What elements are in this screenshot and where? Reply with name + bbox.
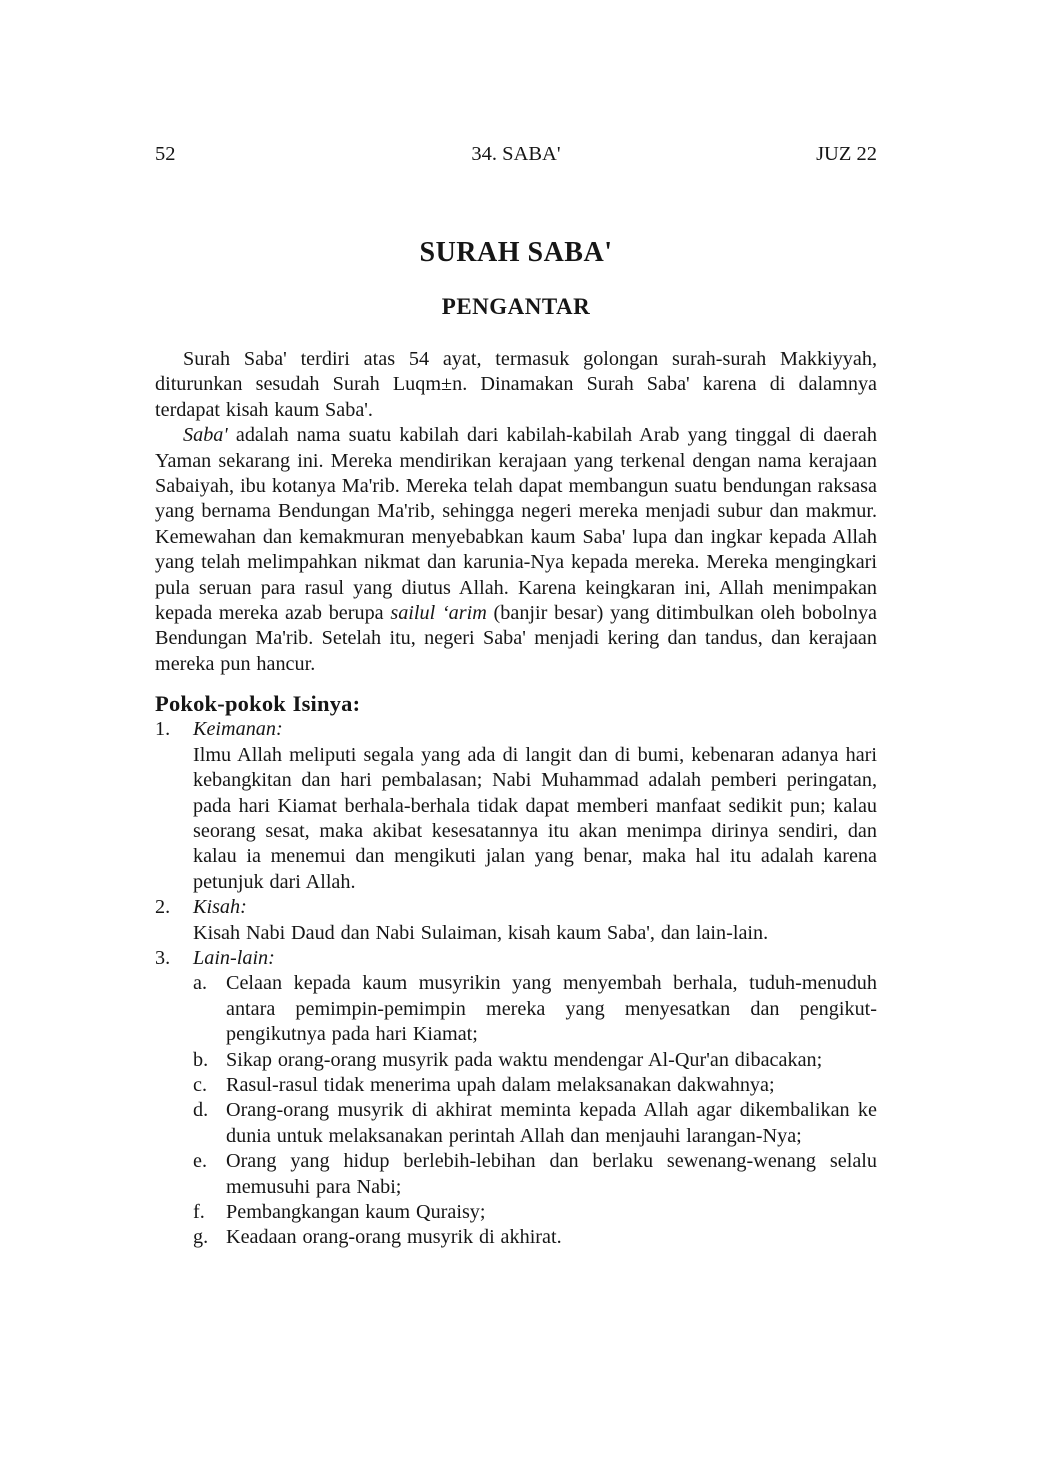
sub-item-text: Rasul-rasul tidak menerima upah dalam melaksanakan dakwahnya;: [226, 1073, 775, 1096]
contents-list: [155, 717, 877, 1251]
sub-item-letter: b.: [193, 1048, 209, 1071]
document-body: [155, 347, 877, 1251]
running-header-title: 34. SABA': [471, 143, 561, 165]
sub-item-letter: d.: [193, 1099, 209, 1122]
sub-item-f: [193, 1200, 877, 1225]
sub-item-letter: e.: [193, 1150, 208, 1173]
item-label: Keimanan:: [193, 718, 283, 741]
list-item-keimanan: [155, 717, 877, 895]
item-label: Lain-lain:: [193, 946, 275, 969]
item-body: Kisah Nabi Daud dan Nabi Sulaiman, kisah kaum Saba', dan lain-lain.: [193, 921, 769, 944]
item-number: 1.: [155, 718, 171, 741]
contents-heading: Pokok-pokok Isinya:: [155, 691, 361, 717]
item-number: 3.: [155, 946, 171, 969]
sub-item-letter: g.: [193, 1226, 209, 1249]
sub-item-text: Celaan kepada kaum musyrikin yang menyembah berhala, tuduh-menuduh antara pemimpin-pemimpin mereka yang menyesatkan dan pengikut-pengikutnya pada hari Kiamat;: [226, 972, 877, 1046]
item-body: Ilmu Allah meliputi segala yang ada di langit dan di bumi, kebenaran adanya hari kebangkitan dan hari pembalasan; Nabi Muhammad adalah pemberi peringatan, pada hari Kiamat berhala-berhala tidak dapat memberi manfaat sedikit pun; kalau seorang sesat, maka akibat kesesatannya itu akan menimpa dirinya sendiri, dan kalau ia menemui dan mengikuti jalan yang benar, maka hal itu adalah karena petunjuk dari Allah.: [193, 743, 877, 893]
item-label: Kisah:: [193, 896, 247, 919]
sub-item-g: [193, 1225, 877, 1250]
list-item-lain-lain: [155, 946, 877, 1251]
sub-item-letter: a.: [193, 972, 208, 995]
sub-list: [193, 971, 877, 1250]
item-number: 2.: [155, 896, 171, 919]
sub-item-e: [193, 1149, 877, 1200]
page-header: [155, 142, 877, 166]
sub-item-text: Keadaan orang-orang musyrik di akhirat.: [226, 1226, 562, 1249]
list-item-kisah: [155, 895, 877, 946]
intro-paragraph-2: Saba' adalah nama suatu kabilah dari kabilah-kabilah Arab yang tinggal di daerah Yaman sekarang ini. Mereka mendirikan kerajaan yang terkenal dengan nama kerajaan Sabaiyah, ibu kotanya Ma'rib. Mereka telah dapat membangun suatu bendungan raksasa yang bernama Bendungan Ma'rib, sehingga negeri mereka menjadi subur dan makmur. Kemewahan dan kemakmuran menyebabkan kaum Saba' lupa dan ingkar kepada Allah yang telah melimpahkan nikmat dan karunia-Nya kepada mereka. Mereka mengingkari pula seruan para rasul yang diutus Allah. Karena keingkaran ini, Allah menimpakan kepada mereka azab berupa sailul ‘arim (banjir besar) yang ditimbulkan oleh bobolnya Bendungan Ma'rib. Setelah itu, negeri Saba' menjadi kering dan tandus, dan kerajaan mereka pun hancur.: [155, 424, 877, 675]
sub-item-text: Pembangkangan kaum Quraisy;: [226, 1201, 486, 1223]
sub-item-letter: f.: [193, 1201, 205, 1223]
sub-item-d: [193, 1098, 877, 1149]
sub-item-text: Orang-orang musyrik di akhirat meminta kepada Allah agar dikembalikan ke dunia untuk melaksanakan perintah Allah dan menjauhi larangan-Nya;: [226, 1099, 877, 1147]
sub-item-c: [193, 1073, 877, 1098]
sub-item-text: Orang yang hidup berlebih-lebihan dan berlaku sewenang-wenang selalu memusuhi para Nabi;: [226, 1150, 877, 1198]
surah-title: SURAH SABA': [419, 237, 613, 268]
pengantar-heading: PENGANTAR: [441, 294, 591, 319]
page-number: 52: [155, 143, 176, 165]
intro-paragraph-1: Surah Saba' terdiri atas 54 ayat, termasuk golongan surah-surah Makkiyyah, diturunkan sesudah Surah Luqm±n. Dinamakan Surah Saba' karena di dalamnya terdapat kisah kaum Saba'.: [155, 348, 877, 421]
sub-item-a: [193, 971, 877, 1047]
sub-item-letter: c.: [193, 1073, 208, 1096]
juz-indicator: JUZ 22: [816, 143, 877, 165]
sub-item-text: Sikap orang-orang musyrik pada waktu mendengar Al-Qur'an dibacakan;: [226, 1048, 823, 1071]
sub-item-b: [193, 1048, 877, 1073]
